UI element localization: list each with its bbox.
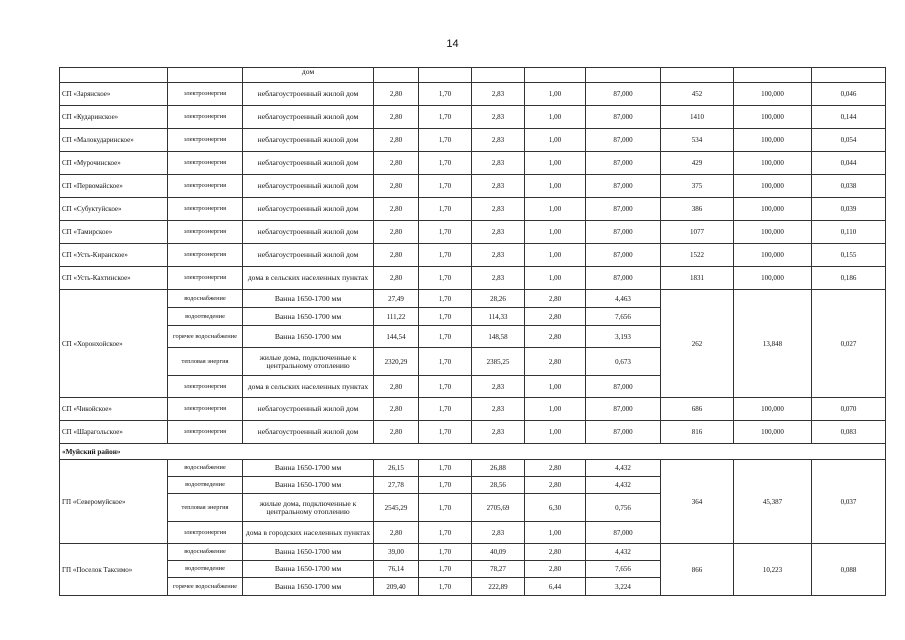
resource-cell: водоснабжение	[168, 544, 243, 561]
table-row	[60, 444, 886, 460]
value-cell: 100,000	[734, 129, 812, 152]
table-row	[60, 83, 886, 106]
value-cell: 1,70	[419, 578, 472, 596]
value-cell: 26,88	[472, 460, 525, 477]
value-cell: 1522	[661, 244, 734, 267]
value-cell: 100,000	[734, 421, 812, 444]
usage-cell: жилые дома, подключенные к центральному отоплению	[243, 348, 374, 376]
value-cell: 2,83	[472, 398, 525, 421]
value-cell: 87,000	[586, 376, 661, 398]
table-row	[60, 68, 886, 83]
value-cell: 386	[661, 198, 734, 221]
value-cell: 87,000	[586, 83, 661, 106]
value-cell: 0,088	[812, 544, 886, 596]
settlement-name: СП «Субуктуйское»	[60, 198, 168, 221]
table-row	[60, 544, 886, 561]
resource-cell: электроэнергия	[168, 244, 243, 267]
value-cell: 2,80	[525, 544, 586, 561]
value-cell: 0,070	[812, 398, 886, 421]
value-cell: 1,00	[525, 522, 586, 544]
settlement-name: СП «Усть-Киранское»	[60, 244, 168, 267]
value-cell: 7,656	[586, 561, 661, 578]
value-cell: 1,00	[525, 175, 586, 198]
value-cell: 0,039	[812, 198, 886, 221]
value-cell: 1,00	[525, 376, 586, 398]
table-row	[60, 129, 886, 152]
value-cell: 87,000	[586, 106, 661, 129]
value-cell: 1,70	[419, 290, 472, 308]
settlement-name: СП «Первомайское»	[60, 175, 168, 198]
value-cell: 1,70	[419, 561, 472, 578]
value-cell: 2385,25	[472, 348, 525, 376]
value-cell: 1,00	[525, 398, 586, 421]
resource-cell: электроэнергия	[168, 221, 243, 244]
table-row	[60, 421, 886, 444]
value-cell: 816	[661, 421, 734, 444]
usage-cell: неблагоустроенный жилой дом	[243, 221, 374, 244]
value-cell: 4,432	[586, 460, 661, 477]
settlement-name: ГП «Северомуйское»	[60, 460, 168, 544]
resource-cell: электроэнергия	[168, 421, 243, 444]
section-title: «Муйский район»	[60, 444, 886, 460]
value-cell: 2,80	[374, 376, 419, 398]
value-cell: 114,33	[472, 308, 525, 326]
value-cell: 1,70	[419, 460, 472, 477]
value-cell: 100,000	[734, 83, 812, 106]
value-cell: 2,80	[525, 290, 586, 308]
settlement-name: СП «Чикойское»	[60, 398, 168, 421]
value-cell: 2,80	[525, 477, 586, 494]
resource-cell: электроэнергия	[168, 398, 243, 421]
value-cell: 87,000	[586, 244, 661, 267]
value-cell: 10,223	[734, 544, 812, 596]
table-row	[60, 175, 886, 198]
value-cell: 1,70	[419, 152, 472, 175]
resource-cell: горячее водоснабжение	[168, 326, 243, 348]
value-cell: 87,000	[586, 267, 661, 290]
value-cell: 1,70	[419, 348, 472, 376]
usage-cell: неблагоустроенный жилой дом	[243, 83, 374, 106]
value-cell: 76,14	[374, 561, 419, 578]
resource-cell: электроэнергия	[168, 522, 243, 544]
value-cell: 2,80	[374, 267, 419, 290]
value-cell: 1,70	[419, 398, 472, 421]
settlement-name: СП «Усть-Кахтинское»	[60, 267, 168, 290]
value-cell: 2320,29	[374, 348, 419, 376]
value-cell: 2,83	[472, 221, 525, 244]
resource-cell: электроэнергия	[168, 198, 243, 221]
value-cell: 2,80	[374, 221, 419, 244]
usage-cell: неблагоустроенный жилой дом	[243, 244, 374, 267]
resource-cell: водоснабжение	[168, 290, 243, 308]
value-cell: 1,00	[525, 221, 586, 244]
value-cell: 1,00	[525, 129, 586, 152]
usage-cell: неблагоустроенный жилой дом	[243, 175, 374, 198]
usage-cell: неблагоустроенный жилой дом	[243, 129, 374, 152]
resource-cell: тепловая энергия	[168, 348, 243, 376]
value-cell: 2,80	[374, 421, 419, 444]
value-cell: 429	[661, 152, 734, 175]
usage-cell: жилые дома, подключенные к центральному отоплению	[243, 494, 374, 522]
usage-cell: неблагоустроенный жилой дом	[243, 152, 374, 175]
value-cell: 1,70	[419, 326, 472, 348]
value-cell: 100,000	[734, 198, 812, 221]
value-cell: 1410	[661, 106, 734, 129]
value-cell: 4,432	[586, 544, 661, 561]
usage-cell: Ванна 1650-1700 мм	[243, 308, 374, 326]
value-cell: 0,046	[812, 83, 886, 106]
value-cell: 1,70	[419, 198, 472, 221]
value-cell: 1,70	[419, 421, 472, 444]
value-cell: 39,00	[374, 544, 419, 561]
value-cell: 866	[661, 544, 734, 596]
value-cell: 0,054	[812, 129, 886, 152]
value-cell: 209,40	[374, 578, 419, 596]
value-cell: 2,80	[374, 522, 419, 544]
table-row	[60, 152, 886, 175]
settlement-name: СП «Мурочинское»	[60, 152, 168, 175]
usage-cell: неблагоустроенный жилой дом	[243, 198, 374, 221]
value-cell: 144,54	[374, 326, 419, 348]
value-cell: 1,00	[525, 106, 586, 129]
value-cell: 1,00	[525, 83, 586, 106]
table-row	[60, 290, 886, 308]
value-cell: 1,70	[419, 376, 472, 398]
value-cell: 2,83	[472, 522, 525, 544]
resource-cell: электроэнергия	[168, 106, 243, 129]
value-cell: 2,80	[374, 244, 419, 267]
table-body	[60, 68, 886, 596]
value-cell: 100,000	[734, 106, 812, 129]
value-cell: 111,22	[374, 308, 419, 326]
value-cell: 1077	[661, 221, 734, 244]
value-cell: 2,80	[525, 326, 586, 348]
value-cell: 100,000	[734, 175, 812, 198]
value-cell: 1,70	[419, 544, 472, 561]
value-cell: 2,83	[472, 175, 525, 198]
usage-cell: неблагоустроенный жилой дом	[243, 421, 374, 444]
resource-cell: горячее водоснабжение	[168, 578, 243, 596]
value-cell: 2,80	[374, 129, 419, 152]
value-cell: 0,186	[812, 267, 886, 290]
value-cell: 28,26	[472, 290, 525, 308]
table-row	[60, 398, 886, 421]
value-cell: 0,144	[812, 106, 886, 129]
value-cell: 0,756	[586, 494, 661, 522]
settlement-name: СП «Шарагольское»	[60, 421, 168, 444]
settlement-name: СП «Зарянское»	[60, 83, 168, 106]
usage-cell: Ванна 1650-1700 мм	[243, 578, 374, 596]
page-number: 14	[446, 38, 459, 50]
value-cell: 222,89	[472, 578, 525, 596]
value-cell: 100,000	[734, 244, 812, 267]
usage-cell: Ванна 1650-1700 мм	[243, 290, 374, 308]
value-cell: 100,000	[734, 398, 812, 421]
value-cell: 452	[661, 83, 734, 106]
value-cell: 1,70	[419, 175, 472, 198]
value-cell: 0,083	[812, 421, 886, 444]
value-cell: 1,70	[419, 221, 472, 244]
value-cell: 0,027	[812, 290, 886, 398]
value-cell: 28,56	[472, 477, 525, 494]
value-cell: 2,83	[472, 152, 525, 175]
value-cell: 45,387	[734, 460, 812, 544]
value-cell: 100,000	[734, 221, 812, 244]
usage-cell: Ванна 1650-1700 мм	[243, 561, 374, 578]
value-cell: 40,09	[472, 544, 525, 561]
value-cell: 1,70	[419, 477, 472, 494]
settlement-name: ГП «Поселок Таксимо»	[60, 544, 168, 596]
value-cell: 1831	[661, 267, 734, 290]
value-cell: 87,000	[586, 152, 661, 175]
value-cell: 2,83	[472, 83, 525, 106]
table-row	[60, 198, 886, 221]
value-cell: 2,80	[374, 83, 419, 106]
value-cell: 0,044	[812, 152, 886, 175]
value-cell: 4,432	[586, 477, 661, 494]
value-cell: 2,80	[374, 106, 419, 129]
table-row	[60, 221, 886, 244]
value-cell: 1,00	[525, 198, 586, 221]
value-cell: 534	[661, 129, 734, 152]
value-cell: 0,038	[812, 175, 886, 198]
value-cell: 1,70	[419, 244, 472, 267]
value-cell: 7,656	[586, 308, 661, 326]
usage-cell: дом	[243, 68, 374, 83]
table-row	[60, 106, 886, 129]
resource-cell: тепловая энергия	[168, 494, 243, 522]
value-cell: 0,037	[812, 460, 886, 544]
usage-cell: Ванна 1650-1700 мм	[243, 544, 374, 561]
data-table	[59, 67, 886, 596]
value-cell: 87,000	[586, 221, 661, 244]
value-cell: 87,000	[586, 175, 661, 198]
usage-cell: дома в сельских населенных пунктах	[243, 376, 374, 398]
resource-cell: электроэнергия	[168, 376, 243, 398]
value-cell: 87,000	[586, 129, 661, 152]
value-cell: 87,000	[586, 421, 661, 444]
value-cell: 1,00	[525, 244, 586, 267]
value-cell: 1,70	[419, 267, 472, 290]
value-cell: 2,83	[472, 106, 525, 129]
value-cell: 2545,29	[374, 494, 419, 522]
usage-cell: дома в сельских населенных пунктах	[243, 267, 374, 290]
value-cell: 0,155	[812, 244, 886, 267]
value-cell: 87,000	[586, 198, 661, 221]
value-cell: 2,80	[374, 398, 419, 421]
value-cell: 2,83	[472, 376, 525, 398]
table-row	[60, 267, 886, 290]
value-cell: 2,83	[472, 129, 525, 152]
value-cell: 4,463	[586, 290, 661, 308]
value-cell: 0,110	[812, 221, 886, 244]
settlement-name: СП «Малокударинское»	[60, 129, 168, 152]
value-cell: 2,80	[374, 175, 419, 198]
value-cell: 26,15	[374, 460, 419, 477]
usage-cell: Ванна 1650-1700 мм	[243, 326, 374, 348]
value-cell: 100,000	[734, 267, 812, 290]
value-cell: 3,224	[586, 578, 661, 596]
value-cell: 2,80	[374, 198, 419, 221]
value-cell: 6,44	[525, 578, 586, 596]
value-cell: 87,000	[586, 398, 661, 421]
resource-cell: электроэнергия	[168, 175, 243, 198]
usage-cell: неблагоустроенный жилой дом	[243, 398, 374, 421]
resource-cell: водоснабжение	[168, 460, 243, 477]
usage-cell: дома в городских населенных пунктах	[243, 522, 374, 544]
value-cell: 148,58	[472, 326, 525, 348]
value-cell: 262	[661, 290, 734, 398]
settlement-name: СП «Тамирское»	[60, 221, 168, 244]
value-cell: 2705,69	[472, 494, 525, 522]
value-cell: 1,70	[419, 308, 472, 326]
value-cell: 1,70	[419, 83, 472, 106]
resource-cell: водоотведение	[168, 561, 243, 578]
value-cell: 87,000	[586, 522, 661, 544]
value-cell: 3,193	[586, 326, 661, 348]
value-cell: 13,848	[734, 290, 812, 398]
value-cell: 2,80	[525, 308, 586, 326]
usage-cell: неблагоустроенный жилой дом	[243, 106, 374, 129]
value-cell: 2,83	[472, 198, 525, 221]
value-cell: 1,00	[525, 421, 586, 444]
value-cell: 6,30	[525, 494, 586, 522]
value-cell: 375	[661, 175, 734, 198]
value-cell: 2,80	[525, 561, 586, 578]
value-cell: 2,83	[472, 244, 525, 267]
resource-cell: электроэнергия	[168, 83, 243, 106]
value-cell: 2,83	[472, 267, 525, 290]
value-cell: 1,70	[419, 129, 472, 152]
value-cell: 27,78	[374, 477, 419, 494]
value-cell: 1,70	[419, 494, 472, 522]
resource-cell: электроэнергия	[168, 267, 243, 290]
resource-cell: электроэнергия	[168, 152, 243, 175]
value-cell: 2,80	[525, 460, 586, 477]
value-cell: 1,70	[419, 106, 472, 129]
value-cell: 0,673	[586, 348, 661, 376]
table-row	[60, 460, 886, 477]
value-cell: 2,83	[472, 421, 525, 444]
table-row	[60, 244, 886, 267]
resource-cell: водоотведение	[168, 477, 243, 494]
value-cell: 364	[661, 460, 734, 544]
settlement-name: СП «Кударинское»	[60, 106, 168, 129]
resource-cell: водоотведение	[168, 308, 243, 326]
value-cell: 2,80	[374, 152, 419, 175]
value-cell: 27,49	[374, 290, 419, 308]
value-cell: 2,80	[525, 348, 586, 376]
value-cell: 1,00	[525, 267, 586, 290]
value-cell: 1,00	[525, 152, 586, 175]
value-cell: 100,000	[734, 152, 812, 175]
value-cell: 78,27	[472, 561, 525, 578]
usage-cell: Ванна 1650-1700 мм	[243, 460, 374, 477]
value-cell: 1,70	[419, 522, 472, 544]
value-cell: 686	[661, 398, 734, 421]
resource-cell: электроэнергия	[168, 129, 243, 152]
settlement-name: СП «Хоронхойское»	[60, 290, 168, 398]
usage-cell: Ванна 1650-1700 мм	[243, 477, 374, 494]
